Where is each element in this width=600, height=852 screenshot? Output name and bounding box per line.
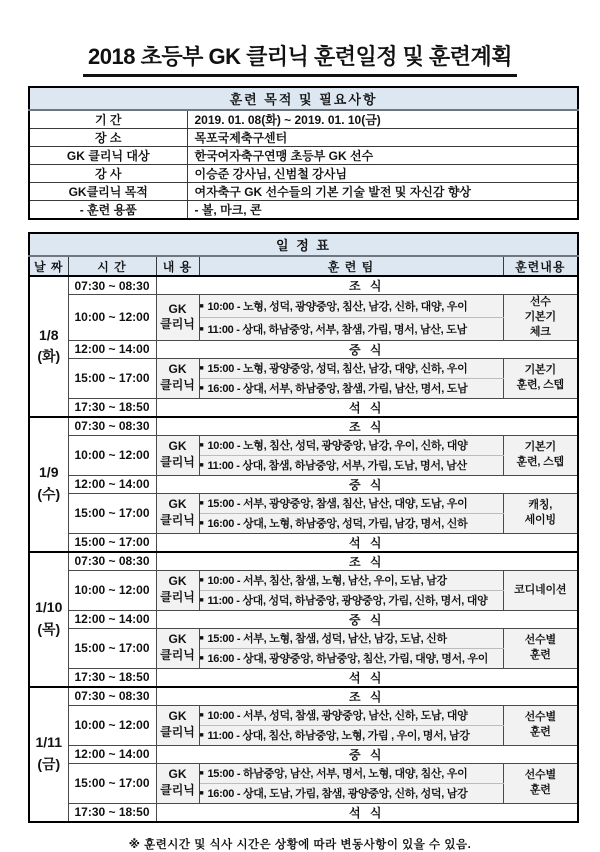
session-time: 10:00 — [207, 575, 235, 588]
info-table — [28, 86, 579, 220]
team-session-cell — [199, 493, 503, 513]
content-line: GK — [168, 362, 187, 377]
team-session-cell — [199, 317, 503, 340]
meal-label: 조 식 — [156, 552, 578, 571]
time-cell: 15:00 ~ 17:00 — [68, 628, 156, 668]
weekday-value: (수) — [37, 486, 61, 503]
training-line: 선수별 — [524, 634, 556, 647]
weekday-value: (금) — [37, 756, 61, 773]
schedule-header-row — [29, 233, 578, 256]
info-table-header: 훈련 목적 및 필요사항 — [29, 87, 578, 110]
training-line: 캐칭, — [528, 499, 553, 512]
bullet-square-icon: ■ — [199, 712, 204, 720]
time-cell: 12:00 ~ 14:00 — [68, 745, 156, 763]
content-line: 클리닉 — [160, 513, 195, 528]
team-session-cell — [199, 378, 503, 398]
info-row-label: - 훈련 용품 — [29, 201, 187, 220]
team-session-cell — [199, 590, 503, 610]
clinic-row — [29, 763, 578, 783]
session-separator: - — [234, 498, 243, 511]
time-cell: 15:00 ~ 17:00 — [68, 493, 156, 533]
training-line: 기본기 — [524, 364, 556, 377]
team-session-cell — [199, 455, 503, 475]
column-header-time: 시 간 — [68, 256, 156, 276]
bullet-square-icon: ■ — [199, 385, 204, 393]
meal-row — [29, 398, 578, 417]
session-separator: - — [234, 300, 243, 313]
session-teams: 서부, 광양중앙, 참샘, 침산, 남산, 대양, 도남, 우이 — [242, 498, 468, 511]
session-teams: 상대, 성덕, 하남중앙, 광양중앙, 가림, 신하, 명서, 대양 — [242, 595, 488, 608]
meal-label: 조 식 — [156, 687, 578, 706]
date-value: 1/11 — [35, 734, 62, 751]
content-line: 클리닉 — [160, 783, 195, 798]
meal-row — [29, 745, 578, 763]
session-time: 10:00 — [207, 440, 235, 453]
content-cell — [156, 295, 199, 341]
content-line: 클리닉 — [160, 317, 195, 332]
time-cell: 10:00 ~ 12:00 — [68, 570, 156, 610]
column-header-training: 훈련내용 — [503, 256, 578, 276]
session-teams: 상대, 참샘, 하남중앙, 서부, 가림, 도남, 명서, 남산 — [242, 460, 467, 473]
session-separator: - — [233, 323, 243, 336]
time-cell: 10:00 ~ 12:00 — [68, 705, 156, 745]
team-session-cell — [199, 705, 503, 725]
bullet-square-icon: ■ — [199, 790, 204, 798]
training-line: 훈련, 스텝 — [516, 379, 564, 392]
schedule-table-header: 일 정 표 — [29, 233, 578, 256]
schedule-columns-row — [29, 256, 578, 276]
time-cell: 12:00 ~ 14:00 — [68, 610, 156, 628]
session-teams: 상대, 서부, 하남중앙, 참샘, 가림, 남산, 명서, 도남 — [242, 383, 468, 396]
team-session-cell — [199, 295, 503, 318]
meal-label: 중 식 — [156, 340, 578, 358]
meal-row — [29, 276, 578, 295]
session-time: 16:00 — [207, 788, 235, 801]
schedule-table — [28, 232, 579, 823]
info-row-label: 장 소 — [29, 129, 187, 147]
info-table-row — [29, 165, 578, 183]
team-session-cell — [199, 513, 503, 533]
info-table-row — [29, 183, 578, 201]
weekday-value: (목) — [37, 621, 61, 638]
clinic-row — [29, 705, 578, 725]
content-line: GK — [168, 709, 187, 724]
session-time: 11:00 — [207, 595, 234, 608]
info-table-header-row — [29, 87, 578, 110]
meal-row — [29, 533, 578, 552]
meal-row — [29, 417, 578, 436]
session-teams: 서부, 노형, 참샘, 성덕, 남산, 남강, 도남, 신하 — [242, 633, 447, 646]
session-separator: - — [234, 518, 243, 531]
session-separator: - — [234, 768, 243, 781]
content-line: GK — [168, 497, 187, 512]
time-cell: 07:30 ~ 08:30 — [68, 687, 156, 706]
training-line: 기본기 — [524, 310, 556, 323]
meal-label: 석 식 — [156, 398, 578, 417]
session-teams: 노형, 침산, 성덕, 광양중앙, 남강, 우이, 신하, 대양 — [242, 440, 468, 453]
session-time: 15:00 — [207, 498, 235, 511]
session-time: 15:00 — [207, 768, 235, 781]
clinic-row — [29, 628, 578, 648]
team-session-cell — [199, 570, 503, 590]
session-time: 15:00 — [207, 633, 235, 646]
meal-label: 중 식 — [156, 475, 578, 493]
session-teams: 상대, 노형, 하남중앙, 성덕, 가림, 남강, 명서, 신하 — [242, 518, 468, 531]
session-separator: - — [234, 710, 243, 723]
content-cell — [156, 493, 199, 533]
training-line: 선수 — [529, 296, 551, 308]
session-teams: 상대, 광양중앙, 하남중앙, 침산, 가림, 대양, 명서, 우이 — [242, 653, 489, 666]
column-header-date: 날 짜 — [29, 256, 68, 276]
content-line: GK — [168, 632, 187, 647]
bullet-square-icon: ■ — [199, 655, 204, 663]
training-line: 체크 — [529, 325, 551, 338]
info-row-value: 목포국제축구센터 — [187, 129, 578, 147]
training-content-cell — [503, 763, 578, 803]
content-cell — [156, 570, 199, 610]
info-table-row — [29, 201, 578, 220]
content-line: GK — [168, 439, 187, 454]
team-session-cell — [199, 628, 503, 648]
session-separator: - — [234, 653, 243, 666]
bullet-square-icon: ■ — [199, 732, 204, 740]
content-cell — [156, 628, 199, 668]
time-cell: 07:30 ~ 08:30 — [68, 276, 156, 295]
session-separator: - — [234, 575, 243, 588]
team-session-cell — [199, 763, 503, 783]
session-teams: 서부, 성덕, 참샘, 광양중앙, 남산, 신하, 도남, 대양 — [242, 710, 468, 723]
info-table-row — [29, 110, 578, 129]
clinic-row — [29, 570, 578, 590]
session-teams: 상대, 도남, 가림, 참샘, 광양중앙, 신하, 성덕, 남강 — [242, 788, 468, 801]
info-table-body — [29, 110, 578, 219]
content-cell — [156, 358, 199, 398]
session-separator: - — [234, 633, 243, 646]
training-line: 훈련 — [529, 649, 551, 662]
session-time: 16:00 — [207, 653, 235, 666]
session-time: 15:00 — [207, 363, 235, 376]
session-teams: 노형, 성덕, 광양중앙, 침산, 남강, 신하, 대양, 우이 — [242, 300, 468, 313]
session-separator: - — [233, 460, 243, 473]
training-line: 기본기 — [524, 441, 556, 454]
session-time: 11:00 — [207, 460, 234, 473]
meal-label: 조 식 — [156, 276, 578, 295]
clinic-row — [29, 295, 578, 318]
content-line: 클리닉 — [160, 648, 195, 663]
session-separator: - — [234, 383, 243, 396]
training-line: 훈련, 스텝 — [516, 456, 564, 469]
bullet-square-icon: ■ — [199, 520, 204, 528]
training-content-cell — [503, 493, 578, 533]
session-time: 11:00 — [207, 730, 234, 743]
content-cell — [156, 763, 199, 803]
info-table-row — [29, 147, 578, 165]
bullet-square-icon: ■ — [199, 500, 204, 508]
time-cell: 12:00 ~ 14:00 — [68, 475, 156, 493]
meal-row — [29, 803, 578, 822]
session-separator: - — [234, 363, 243, 376]
training-content-cell — [503, 570, 578, 610]
session-time: 10:00 — [207, 710, 235, 723]
meal-row — [29, 552, 578, 571]
meal-label: 중 식 — [156, 610, 578, 628]
meal-row — [29, 610, 578, 628]
footnote: ※ 훈련시간 및 식사 시간은 상황에 따라 변동사항이 있을 수 있음. — [128, 838, 472, 851]
session-teams: 하남중앙, 남산, 서부, 명서, 노형, 대양, 침산, 우이 — [242, 768, 468, 781]
info-row-value: 2019. 01. 08(화) ~ 2019. 01. 10(금) — [187, 110, 578, 129]
content-cell — [156, 705, 199, 745]
training-line: 세이빙 — [524, 514, 556, 527]
bullet-square-icon: ■ — [199, 442, 204, 450]
session-separator: - — [234, 440, 243, 453]
content-line: GK — [168, 301, 187, 316]
time-cell: 12:00 ~ 14:00 — [68, 340, 156, 358]
time-cell: 10:00 ~ 12:00 — [68, 295, 156, 341]
title-container — [0, 0, 600, 77]
bullet-square-icon: ■ — [199, 770, 204, 778]
info-row-label: GK 클리닉 대상 — [29, 147, 187, 165]
content-line: 클리닉 — [160, 455, 195, 470]
training-content-cell — [503, 705, 578, 745]
session-separator: - — [233, 595, 243, 608]
time-cell: 17:30 ~ 18:50 — [68, 803, 156, 822]
time-cell: 15:00 ~ 17:00 — [68, 533, 156, 552]
info-row-label: 기 간 — [29, 110, 187, 129]
content-line: 클리닉 — [160, 725, 195, 740]
content-line: 클리닉 — [160, 378, 195, 393]
content-line: GK — [168, 767, 187, 782]
team-session-cell — [199, 648, 503, 668]
training-content-cell — [503, 358, 578, 398]
session-time: 16:00 — [207, 383, 235, 396]
info-row-label: 강 사 — [29, 165, 187, 183]
meal-label: 석 식 — [156, 533, 578, 552]
date-value: 1/10 — [35, 599, 63, 616]
meal-label: 석 식 — [156, 668, 578, 687]
time-cell: 07:30 ~ 08:30 — [68, 552, 156, 571]
time-cell: 17:30 ~ 18:50 — [68, 398, 156, 417]
time-cell: 15:00 ~ 17:00 — [68, 358, 156, 398]
info-row-value: 한국여자축구연맹 초등부 GK 선수 — [187, 147, 578, 165]
time-cell: 17:30 ~ 18:50 — [68, 668, 156, 687]
column-header-team: 훈 련 팀 — [199, 256, 503, 276]
session-separator: - — [234, 788, 243, 801]
date-value: 1/9 — [39, 464, 59, 481]
training-line: 훈련 — [529, 784, 551, 797]
bullet-square-icon: ■ — [199, 462, 204, 470]
training-line: 선수별 — [524, 711, 556, 724]
session-teams: 상대, 침산, 하남중앙, 노형, 가림 , 우이, 명서, 남강 — [242, 730, 470, 743]
meal-row — [29, 340, 578, 358]
team-session-cell — [199, 783, 503, 803]
meal-row — [29, 668, 578, 687]
team-session-cell — [199, 358, 503, 378]
schedule-table-body — [29, 276, 578, 822]
weekday-value: (화) — [37, 348, 61, 365]
date-cell — [29, 552, 68, 687]
team-session-cell — [199, 435, 503, 455]
session-teams: 서부, 침산, 참샘, 노형, 남산, 우이, 도남, 남강 — [242, 575, 447, 588]
meal-label: 석 식 — [156, 803, 578, 822]
clinic-row — [29, 358, 578, 378]
meal-label: 중 식 — [156, 745, 578, 763]
time-cell: 15:00 ~ 17:00 — [68, 763, 156, 803]
bullet-square-icon: ■ — [199, 365, 204, 373]
bullet-square-icon: ■ — [199, 302, 204, 310]
training-content-cell — [503, 628, 578, 668]
info-row-value: 이승준 강사님, 신범철 강사님 — [187, 165, 578, 183]
session-time: 10:00 — [207, 300, 235, 313]
session-teams: 상대, 하남중앙, 서부, 참샘, 가림, 명서, 남산, 도남 — [242, 323, 467, 336]
training-line: 선수별 — [524, 769, 556, 782]
team-session-cell — [199, 725, 503, 745]
date-value: 1/8 — [39, 326, 59, 343]
content-line: GK — [168, 574, 187, 589]
clinic-row — [29, 493, 578, 513]
document-title: 2018 초등부 GK 클리닉 훈련일정 및 훈련계획 — [83, 40, 517, 77]
session-separator: - — [233, 730, 243, 743]
session-time: 11:00 — [207, 323, 234, 336]
time-cell: 07:30 ~ 08:30 — [68, 417, 156, 436]
training-line: 훈련 — [529, 726, 551, 739]
content-line: 클리닉 — [160, 590, 195, 605]
clinic-row — [29, 435, 578, 455]
bullet-square-icon: ■ — [199, 597, 204, 605]
training-content-cell — [503, 435, 578, 475]
training-line: 코디네이션 — [514, 583, 567, 596]
date-cell — [29, 417, 68, 552]
info-row-value: 여자축구 GK 선수들의 기본 기술 발전 및 자신감 향상 — [187, 183, 578, 201]
content-cell — [156, 435, 199, 475]
info-row-value: - 볼, 마크, 콘 — [187, 201, 578, 220]
date-cell — [29, 687, 68, 822]
session-time: 16:00 — [207, 518, 235, 531]
bullet-square-icon: ■ — [199, 577, 204, 585]
bullet-square-icon: ■ — [199, 635, 204, 643]
column-header-content: 내 용 — [156, 256, 199, 276]
info-table-row — [29, 129, 578, 147]
date-cell — [29, 276, 68, 417]
meal-row — [29, 687, 578, 706]
time-cell: 10:00 ~ 12:00 — [68, 435, 156, 475]
meal-row — [29, 475, 578, 493]
meal-label: 조 식 — [156, 417, 578, 436]
session-teams: 노형, 광양중앙, 성덕, 침산, 남강, 대양, 신하, 우이 — [242, 363, 468, 376]
info-row-label: GK클리닉 목적 — [29, 183, 187, 201]
training-content-cell — [503, 295, 578, 341]
bullet-square-icon: ■ — [199, 325, 204, 333]
